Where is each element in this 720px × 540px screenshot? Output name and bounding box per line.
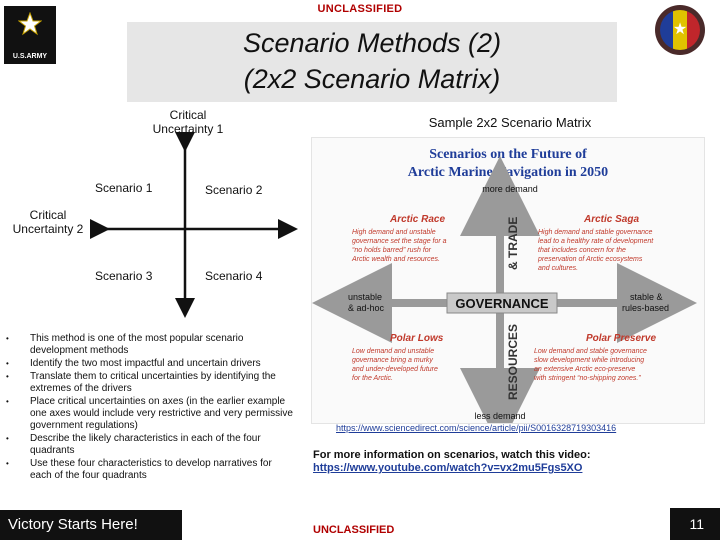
quadrant-title: Arctic Race — [390, 214, 446, 225]
quadrant-text-line: Arctic wealth and resources. — [352, 256, 440, 263]
quadrant-title: Polar Lows — [390, 333, 444, 344]
bullet-item: • Use these four characteristics to develop narratives for each of the four quadrants — [6, 458, 296, 482]
quadrant-text-line: that includes concern for the — [538, 247, 626, 254]
unit-seal-icon: ★ — [655, 5, 705, 55]
bullet-item: • Place critical uncertainties on axes (in the earlier example one axes would include very restrictive and very permissive government regulations) — [6, 396, 296, 432]
quadrant-title: Arctic Saga — [584, 214, 640, 225]
arctic-scenarios-svg — [312, 138, 704, 423]
army-star-icon — [18, 12, 42, 36]
less-demand-label: less demand — [474, 411, 526, 421]
unstable-label: unstable — [348, 292, 383, 302]
classification-banner-bottom: UNCLASSIFIED — [313, 524, 395, 536]
quadrant-title: Polar Preserve — [586, 333, 657, 344]
logo-text: U.S.ARMY — [12, 53, 48, 60]
slide-title-line-1: Scenario Methods (2) — [242, 28, 502, 58]
quadrant-arctic-race — [351, 214, 447, 263]
footer-slogan-bar — [0, 510, 182, 540]
quadrant-text-line: for the Arctic. — [352, 375, 393, 382]
scenario-1-label: Scenario 1 — [95, 181, 153, 195]
quadrant-text-line: High demand and unstable — [352, 229, 436, 236]
quadrant-text-line: and cultures. — [538, 265, 579, 272]
page-number: 11 — [689, 516, 704, 532]
bullet-item: • Translate them to critical uncertainties by identifying the extremes of the drivers — [6, 371, 296, 395]
classification-banner-top: UNCLASSIFIED — [317, 3, 403, 15]
youtube-link[interactable]: https://www.youtube.com/watch?v=vx2mu5Fgs5XO — [313, 462, 583, 474]
title-box — [127, 22, 617, 102]
bullet-item: • Identify the two most impactful and uncertain drivers — [6, 358, 296, 370]
quadrant-arctic-saga — [537, 214, 654, 272]
figure-title-line-1: Scenarios on the Future of — [429, 147, 587, 162]
sciencedirect-link[interactable]: https://www.sciencedirect.com/science/article/pii/S0016328719303416 — [336, 423, 617, 433]
arctic-scenarios-figure — [311, 137, 705, 424]
quadrant-text-line: High demand and stable governance — [538, 229, 653, 236]
quadrant-polar-preserve — [534, 333, 656, 382]
quadrant-text-line: Low demand and stable governance — [534, 348, 647, 355]
more-info-text: For more information on scenarios, watch this video: — [313, 449, 591, 461]
governance-label: GOVERNANCE — [455, 296, 549, 311]
quadrant-text-line: and under-developed future — [352, 366, 438, 373]
quadrant-polar-lows — [352, 333, 444, 382]
footer-slogan: Victory Starts Here! — [8, 516, 138, 533]
quadrant-text-line: preservation of Arctic ecosystems — [538, 256, 643, 263]
quadrant-text-line: governance set the stage for a — [352, 238, 447, 245]
slide-title-line-2: (2x2 Scenario Matrix) — [243, 64, 501, 94]
more-info-block — [313, 449, 713, 475]
method-bullet-list — [6, 333, 296, 483]
bullet-item: • Describe the likely characteristics in each of the four quadrants — [6, 433, 296, 457]
quadrant-text-line: lead to a healthy rate of development — [538, 238, 654, 245]
scenario-4-label: Scenario 4 — [205, 269, 263, 283]
quadrant-text-line: slow development while introducing — [534, 357, 645, 364]
quadrant-text-line: governance bring a murky — [352, 357, 433, 364]
army-logo — [4, 6, 56, 64]
quadrant-text-line: “no holds barred” rush for — [352, 247, 431, 254]
trade-label: & TRADE — [506, 216, 520, 270]
stable-label: stable & — [630, 292, 663, 302]
sample-matrix-heading: Sample 2x2 Scenario Matrix — [428, 115, 592, 130]
page-number-box — [670, 508, 720, 540]
adhoc-label: & ad-hoc — [348, 303, 385, 313]
quadrant-text-line: Low demand and unstable — [352, 348, 435, 355]
resources-label: RESOURCES — [506, 323, 520, 400]
axis-y-label: Critical Uncertainty 1 — [152, 108, 224, 136]
more-demand-label: more demand — [482, 184, 538, 194]
rules-based-label: rules-based — [622, 303, 670, 313]
quadrant-text-line: with stringent “no-shipping zones.” — [534, 375, 641, 382]
quadrant-text-line: an extensive Arctic eco-preserve — [534, 366, 636, 373]
scenario-2-label: Scenario 2 — [205, 183, 263, 197]
bullet-item: • This method is one of the most popular scenario development methods — [6, 333, 296, 357]
axis-x-label: Critical Uncertainty 2 — [12, 208, 84, 236]
figure-title-line-2: Arctic Marine Navigation in 2050 — [407, 165, 609, 180]
scenario-3-label: Scenario 3 — [95, 269, 153, 283]
